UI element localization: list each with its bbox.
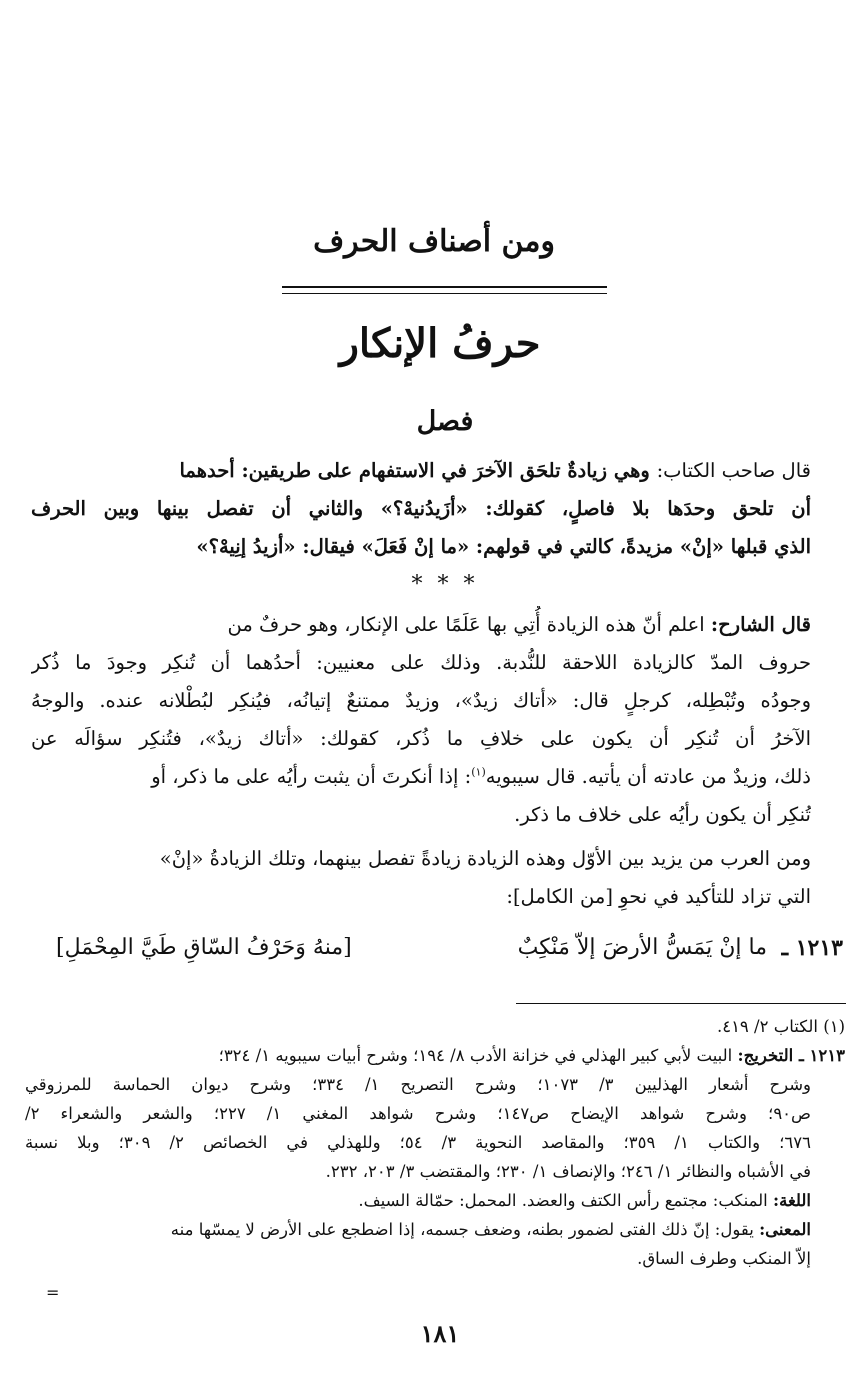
title-divider-thin — [282, 293, 607, 294]
footnote-mana-line: إلاّ المنكب وطرف الساق. — [637, 1249, 811, 1268]
verse-number: ١٢١٣ ـ — [781, 935, 843, 961]
fasl-heading: فصل — [416, 406, 474, 437]
footnote-takhrij-line — [25, 1041, 845, 1070]
verse-first-half: ما إنْ يَمَسُّ الأرضَ إلاّ مَنْكِبٌ — [517, 935, 767, 960]
footnote-ref[interactable]: (١) — [471, 765, 486, 779]
takhrij-label: ١٢١٣ ـ التخريج: — [737, 1046, 845, 1065]
mana-label: المعنى: — [759, 1220, 811, 1239]
takhrij-text: البيت لأبي كبير الهذلي في خزانة الأدب ٨/ ١٩٤؛ وشرح أبيات سيبويه ١/ ٣٢٤؛ — [218, 1046, 733, 1065]
mana-text: يقول: إنّ ذلك الفتى لضمور بطنه، وضعف جسمه، إذا اضطجع على الأرض لا يمسّها منه — [170, 1220, 754, 1239]
author-text-segment: وهي زيادةٌ تلحَق الآخرَ في الاستفهام على طريقين: أحدهما — [179, 459, 650, 482]
footnote-mana-line — [25, 1215, 811, 1244]
commentary-line — [31, 758, 811, 796]
author-text-line — [31, 452, 811, 490]
commentary-line: وجودُه وتُبْطِله، كرجلٍ قال: «أتاك زيدٌ»، وزيدٌ ممتنعٌ إتيانُه، فيُنكِر لبُطْلانه عنده. والوجهُ — [31, 689, 811, 712]
lugha-text: المنكب: مجتمع رأس الكتف والعضد. المحمل: حمّالة السيف. — [358, 1191, 768, 1210]
verse-second-half: [منهُ وَحَرْفُ السّاقِ طَيَّ المِحْمَلِ] — [56, 935, 352, 960]
commentary-line: الآخرُ أن تُنكِر أن يكون على خلافِ ما ذُكر، كقولك: «أتاك زيدٌ»، فتُنكِر سؤالَه عن — [31, 727, 811, 750]
paragraph-line: التي تزاد للتأكيد في نحوِ [من الكامل]: — [506, 885, 811, 908]
footnote-lugha-line — [25, 1186, 811, 1215]
commentary-line: تُنكِر أن يكون رأيُه على خلاف ما ذكر. — [514, 803, 811, 826]
author-text-line: الذي قبلها «إنْ» مزيدةً، كالتي في قولهم: «ما إنْ فَعَلَ» فيقال: «أزيدُ إنِيهْ؟» — [196, 535, 811, 558]
footnote-divider — [516, 1003, 846, 1004]
footnote-takhrij-line: في الأشباه والنظائر ١/ ٢٤٦؛ والإنصاف ١/ ٢٣٠؛ والمقتضب ٣/ ٢٠٣، ٢٣٢. — [325, 1162, 811, 1181]
footnote-1: (١) الكتاب ٢/ ٤١٩. — [716, 1017, 845, 1036]
commentary-segment: ذلك، وزيدٌ من عادته أن يأتيه. قال سيبويه — [485, 765, 811, 788]
commentary-line — [31, 606, 811, 644]
section-separator-stars: * * * — [411, 572, 479, 597]
author-label: قال صاحب الكتاب: — [656, 459, 811, 482]
section-title: ومن أصناف الحرف — [313, 224, 555, 259]
footnote-takhrij-line: ص٩٠؛ وشرح شواهد الإيضاح ص١٤٧؛ وشرح شواهد المغني ١/ ٢٢٧؛ والشعر والشعراء ٢/ — [25, 1104, 811, 1123]
author-text-line: أن تلحق وحدَها بلا فاصلٍ، كقولك: «أزَيدُنيهْ؟» والثاني أن تفصل بينها وبين الحرف — [31, 497, 811, 520]
margin-mark: = — [46, 1283, 60, 1302]
commentary-segment: اعلم أنّ هذه الزيادة أُتِي بها عَلَمًا على الإنكار، وهو حرفٌ من — [227, 613, 705, 636]
page-number: ١٨١ — [420, 1319, 460, 1348]
commentary-label: قال الشارح: — [710, 613, 811, 636]
footnote-takhrij-line: وشرح أشعار الهذليين ٣/ ١٠٧٣؛ وشرح التصريح ١/ ٣٣٤؛ وشرح ديوان الحماسة للمرزوقي — [25, 1075, 811, 1094]
footnote-takhrij-line: ٦٧٦؛ والكتاب ١/ ٣٥٩؛ والمقاصد النحوية ٣/ ٥٤؛ وللهذلي في الخصائص ٢/ ٣٠٩؛ وبلا نسبة — [25, 1133, 811, 1152]
paragraph-line: ومن العرب من يزيد بين الأوّل وهذه الزيادة زيادةً تفصل بينهما، وتلك الزيادةُ «إنْ» — [159, 847, 811, 870]
chapter-title: حرفُ الإنكار — [339, 320, 541, 367]
commentary-segment: : إذا أنكرتَ أن يثبت رأيُه على ما ذكر، أو — [151, 765, 472, 788]
title-divider-thick — [282, 286, 607, 288]
commentary-line: حروف المدّ كالزيادة اللاحقة للنُّدبة. وذلك على معنيين: أحدُهما أن تُنكِر وجودَ ما ذُكر — [31, 651, 811, 674]
lugha-label: اللغة: — [773, 1191, 811, 1210]
